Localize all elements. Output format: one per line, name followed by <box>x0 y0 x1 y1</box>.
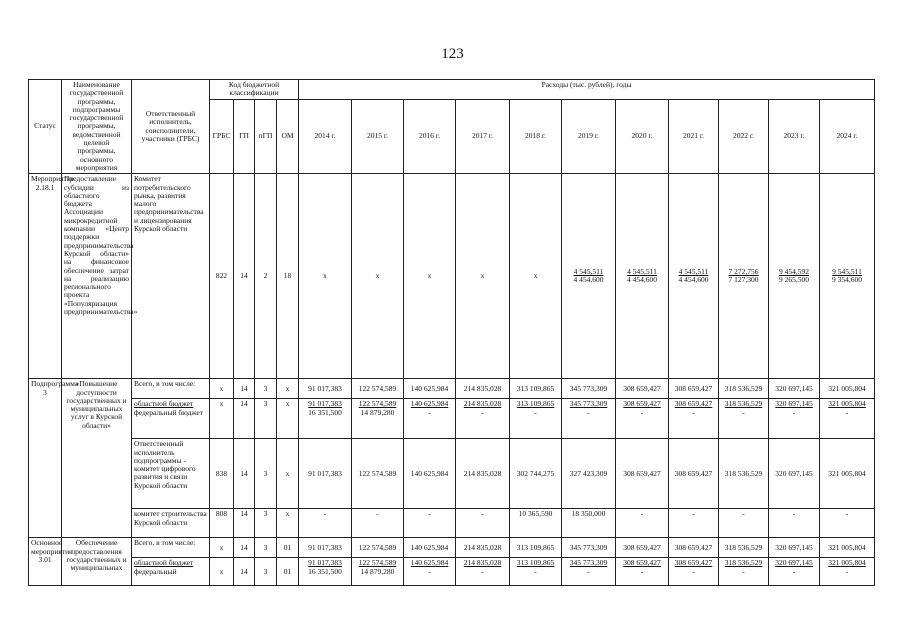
cell-value: - <box>352 509 404 538</box>
cell-gp: 14 <box>234 399 255 439</box>
cell-value: 320 697,145 - <box>769 399 820 439</box>
cell-value: - <box>616 509 669 538</box>
header-pgp: пГП <box>255 99 277 173</box>
cell-value: 318 536,529 <box>719 538 769 558</box>
cell-value: 320 697,145 - <box>769 558 820 586</box>
expenses-table <box>28 79 875 586</box>
cell-grbs: x <box>210 399 234 439</box>
cell-om: 01 <box>277 558 299 586</box>
cell-value: 122 574,589 <box>352 538 404 558</box>
cell-gp: 14 <box>234 538 255 558</box>
cell-pgp: 3 <box>255 558 277 586</box>
cell-value: 91 017,383 16 351,500 <box>299 558 352 586</box>
cell-value: 318 536,529 - <box>719 558 769 586</box>
cell-gp: 14 <box>234 379 255 399</box>
row-responsible: областной бюджет федеральный бюджет <box>132 399 210 439</box>
cell-value: 122 574,589 <box>352 439 404 509</box>
row-responsible: областной бюджет федеральный <box>132 558 210 586</box>
cell-value: 313 109,865 - <box>510 558 562 586</box>
cell-value: 4 545,511 4 454,600 <box>562 174 616 379</box>
cell-pgp: 3 <box>255 399 277 439</box>
cell-value: 140 625,984 - <box>404 558 456 586</box>
row-responsible: комитет строительства Курской области <box>132 509 210 538</box>
cell-value: 4 545,511 4 454,600 <box>669 174 719 379</box>
cell-om: 18 <box>277 174 299 379</box>
cell-grbs: x <box>210 538 234 558</box>
header-year: 2024 г. <box>820 99 875 173</box>
cell-value: 122 574,589 14 879,280 <box>352 558 404 586</box>
cell-value: x <box>299 174 352 379</box>
cell-om: x <box>277 439 299 509</box>
cell-value: 140 625,984 <box>404 538 456 558</box>
cell-value: 308 659,427 <box>616 379 669 399</box>
table-row <box>29 399 875 439</box>
cell-value: 91 017,383 <box>299 538 352 558</box>
table-row <box>29 558 875 586</box>
cell-value: 320 697,145 <box>769 538 820 558</box>
cell-value: 140 625,984 <box>404 379 456 399</box>
table-row <box>29 538 875 558</box>
cell-gp: 14 <box>234 558 255 586</box>
cell-value: 308 659,427 <box>669 379 719 399</box>
row-status: Мероприятие 2.18.1 <box>29 174 62 379</box>
cell-value: 313 109,865 <box>510 379 562 399</box>
cell-pgp: 3 <box>255 538 277 558</box>
cell-value: - <box>719 509 769 538</box>
cell-om: x <box>277 379 299 399</box>
cell-value: 318 536,529 <box>719 439 769 509</box>
cell-value: 9 545,511 9 354,600 <box>820 174 875 379</box>
table-row <box>29 174 875 379</box>
cell-value: 321 005,804 <box>820 538 875 558</box>
cell-value: 10 365,590 <box>510 509 562 538</box>
cell-value: 308 659,427 <box>616 439 669 509</box>
cell-value: 327 423,309 <box>562 439 616 509</box>
cell-value: - <box>669 509 719 538</box>
cell-value: - <box>299 509 352 538</box>
cell-value: 321 005,804 <box>820 439 875 509</box>
cell-value: 214 835,028 - <box>456 558 510 586</box>
cell-gp: 14 <box>234 439 255 509</box>
cell-value: 122 574,589 <box>352 379 404 399</box>
cell-value: 320 697,145 <box>769 379 820 399</box>
cell-value: x <box>352 174 404 379</box>
cell-value: - <box>769 509 820 538</box>
page-number: 123 <box>441 46 464 62</box>
cell-value: 318 536,529 <box>719 379 769 399</box>
cell-value: 321 005,804 <box>820 379 875 399</box>
header-year: 2022 г. <box>719 99 769 173</box>
cell-value: - <box>456 509 510 538</box>
cell-value: 9 454,592 9 265,500 <box>769 174 820 379</box>
header-year: 2014 г. <box>299 99 352 173</box>
cell-value: x <box>404 174 456 379</box>
header-responsible: Ответственный исполнитель, соисполнители, участники (ГРБС) <box>132 80 210 174</box>
row-responsible: Комитет потребительского рынка, развития малого предпринимательства и лицензирования Курской области <box>132 174 210 379</box>
row-status: Подпрограмма 3 <box>29 379 62 538</box>
cell-value: - <box>404 509 456 538</box>
cell-value: 91 017,383 <box>299 439 352 509</box>
cell-value: 214 835,028 <box>456 538 510 558</box>
cell-value: 214 835,028 - <box>456 399 510 439</box>
cell-value: 345 773,309 <box>562 379 616 399</box>
cell-value: 302 744,275 <box>510 439 562 509</box>
cell-value: 308 659,427 <box>616 538 669 558</box>
cell-value: 122 574,589 14 879,280 <box>352 399 404 439</box>
table-header-row <box>29 80 875 100</box>
cell-value: 313 109,865 <box>510 538 562 558</box>
cell-value: 313 109,865 - <box>510 399 562 439</box>
cell-value: 140 625,984 - <box>404 399 456 439</box>
cell-pgp: 3 <box>255 379 277 399</box>
header-year: 2015 г. <box>352 99 404 173</box>
cell-value: 308 659,427 <box>669 538 719 558</box>
cell-gp: 14 <box>234 509 255 538</box>
header-code-group: Код бюджетной классификации <box>210 80 299 100</box>
cell-pgp: 3 <box>255 439 277 509</box>
cell-pgp: 3 <box>255 509 277 538</box>
header-year: 2021 г. <box>669 99 719 173</box>
cell-value: 214 835,028 <box>456 439 510 509</box>
header-name: Наименование государственной программы, подпрограммы государственной программы, ведомственной целевой программы, основного мероприятия <box>62 80 132 174</box>
header-expenses: Расходы (тыс. рублей), годы <box>299 80 875 100</box>
cell-pgp: 2 <box>255 174 277 379</box>
cell-value: 321 005,804 - <box>820 558 875 586</box>
cell-value: - <box>820 509 875 538</box>
cell-value: 7 272,756 7 127,300 <box>719 174 769 379</box>
row-responsible: Ответственный исполнитель подпрограммы - комитет цифрового развития и связи Курской области <box>132 439 210 509</box>
cell-value: 140 625,984 <box>404 439 456 509</box>
cell-value: 91 017,383 <box>299 379 352 399</box>
cell-value: x <box>510 174 562 379</box>
cell-grbs: 838 <box>210 439 234 509</box>
header-status: Статус <box>29 80 62 174</box>
header-year: 2023 г. <box>769 99 820 173</box>
table-row <box>29 439 875 509</box>
cell-value: 91 017,383 16 351,500 <box>299 399 352 439</box>
cell-grbs: x <box>210 379 234 399</box>
cell-value: 321 005,804 - <box>820 399 875 439</box>
cell-value: 345 773,309 <box>562 538 616 558</box>
row-responsible: Всего, в том числе: <box>132 379 210 399</box>
cell-value: 308 659,427 - <box>669 558 719 586</box>
row-status: Основное мероприятие 3.01 <box>29 538 62 586</box>
table-row <box>29 379 875 399</box>
cell-value: 320 697,145 <box>769 439 820 509</box>
cell-value: 318 536,529 - <box>719 399 769 439</box>
row-name: «Повышение доступности государственных и муниципальных услуг в Курской области» <box>62 379 132 538</box>
header-year: 2018 г. <box>510 99 562 173</box>
row-name: Предоставление субсидии из областного бюджета Ассоциации микрокредитной компании «Центр поддержки предпринимательства Курской области» на финансовое обеспечение затрат на реализацию регионального проекта «Популяризация предпринимательства» <box>62 174 132 379</box>
cell-value: 308 659,427 - <box>616 399 669 439</box>
cell-value: 308 659,427 - <box>616 558 669 586</box>
cell-value: 214 835,028 <box>456 379 510 399</box>
row-name: Обеспечение предоставления государственных и муниципальных <box>62 538 132 586</box>
cell-value: 4 545,511 4 454,600 <box>616 174 669 379</box>
cell-value: 345 773,309 - <box>562 399 616 439</box>
cell-grbs: 808 <box>210 509 234 538</box>
header-year: 2017 г. <box>456 99 510 173</box>
header-grbs: ГРБС <box>210 99 234 173</box>
header-year: 2020 г. <box>616 99 669 173</box>
cell-value: 18 350,000 <box>562 509 616 538</box>
header-year: 2019 г. <box>562 99 616 173</box>
cell-grbs: 822 <box>210 174 234 379</box>
cell-om: 01 <box>277 538 299 558</box>
header-year: 2016 г. <box>404 99 456 173</box>
header-gp: ГП <box>234 99 255 173</box>
cell-grbs: x <box>210 558 234 586</box>
cell-value: x <box>456 174 510 379</box>
cell-gp: 14 <box>234 174 255 379</box>
cell-value: 345 773,309 - <box>562 558 616 586</box>
cell-value: 308 659,427 - <box>669 399 719 439</box>
cell-om: x <box>277 399 299 439</box>
cell-value: 308 659,427 <box>669 439 719 509</box>
row-responsible: Всего, в том числе: <box>132 538 210 558</box>
header-om: ОМ <box>277 99 299 173</box>
table-row <box>29 509 875 538</box>
cell-om: x <box>277 509 299 538</box>
